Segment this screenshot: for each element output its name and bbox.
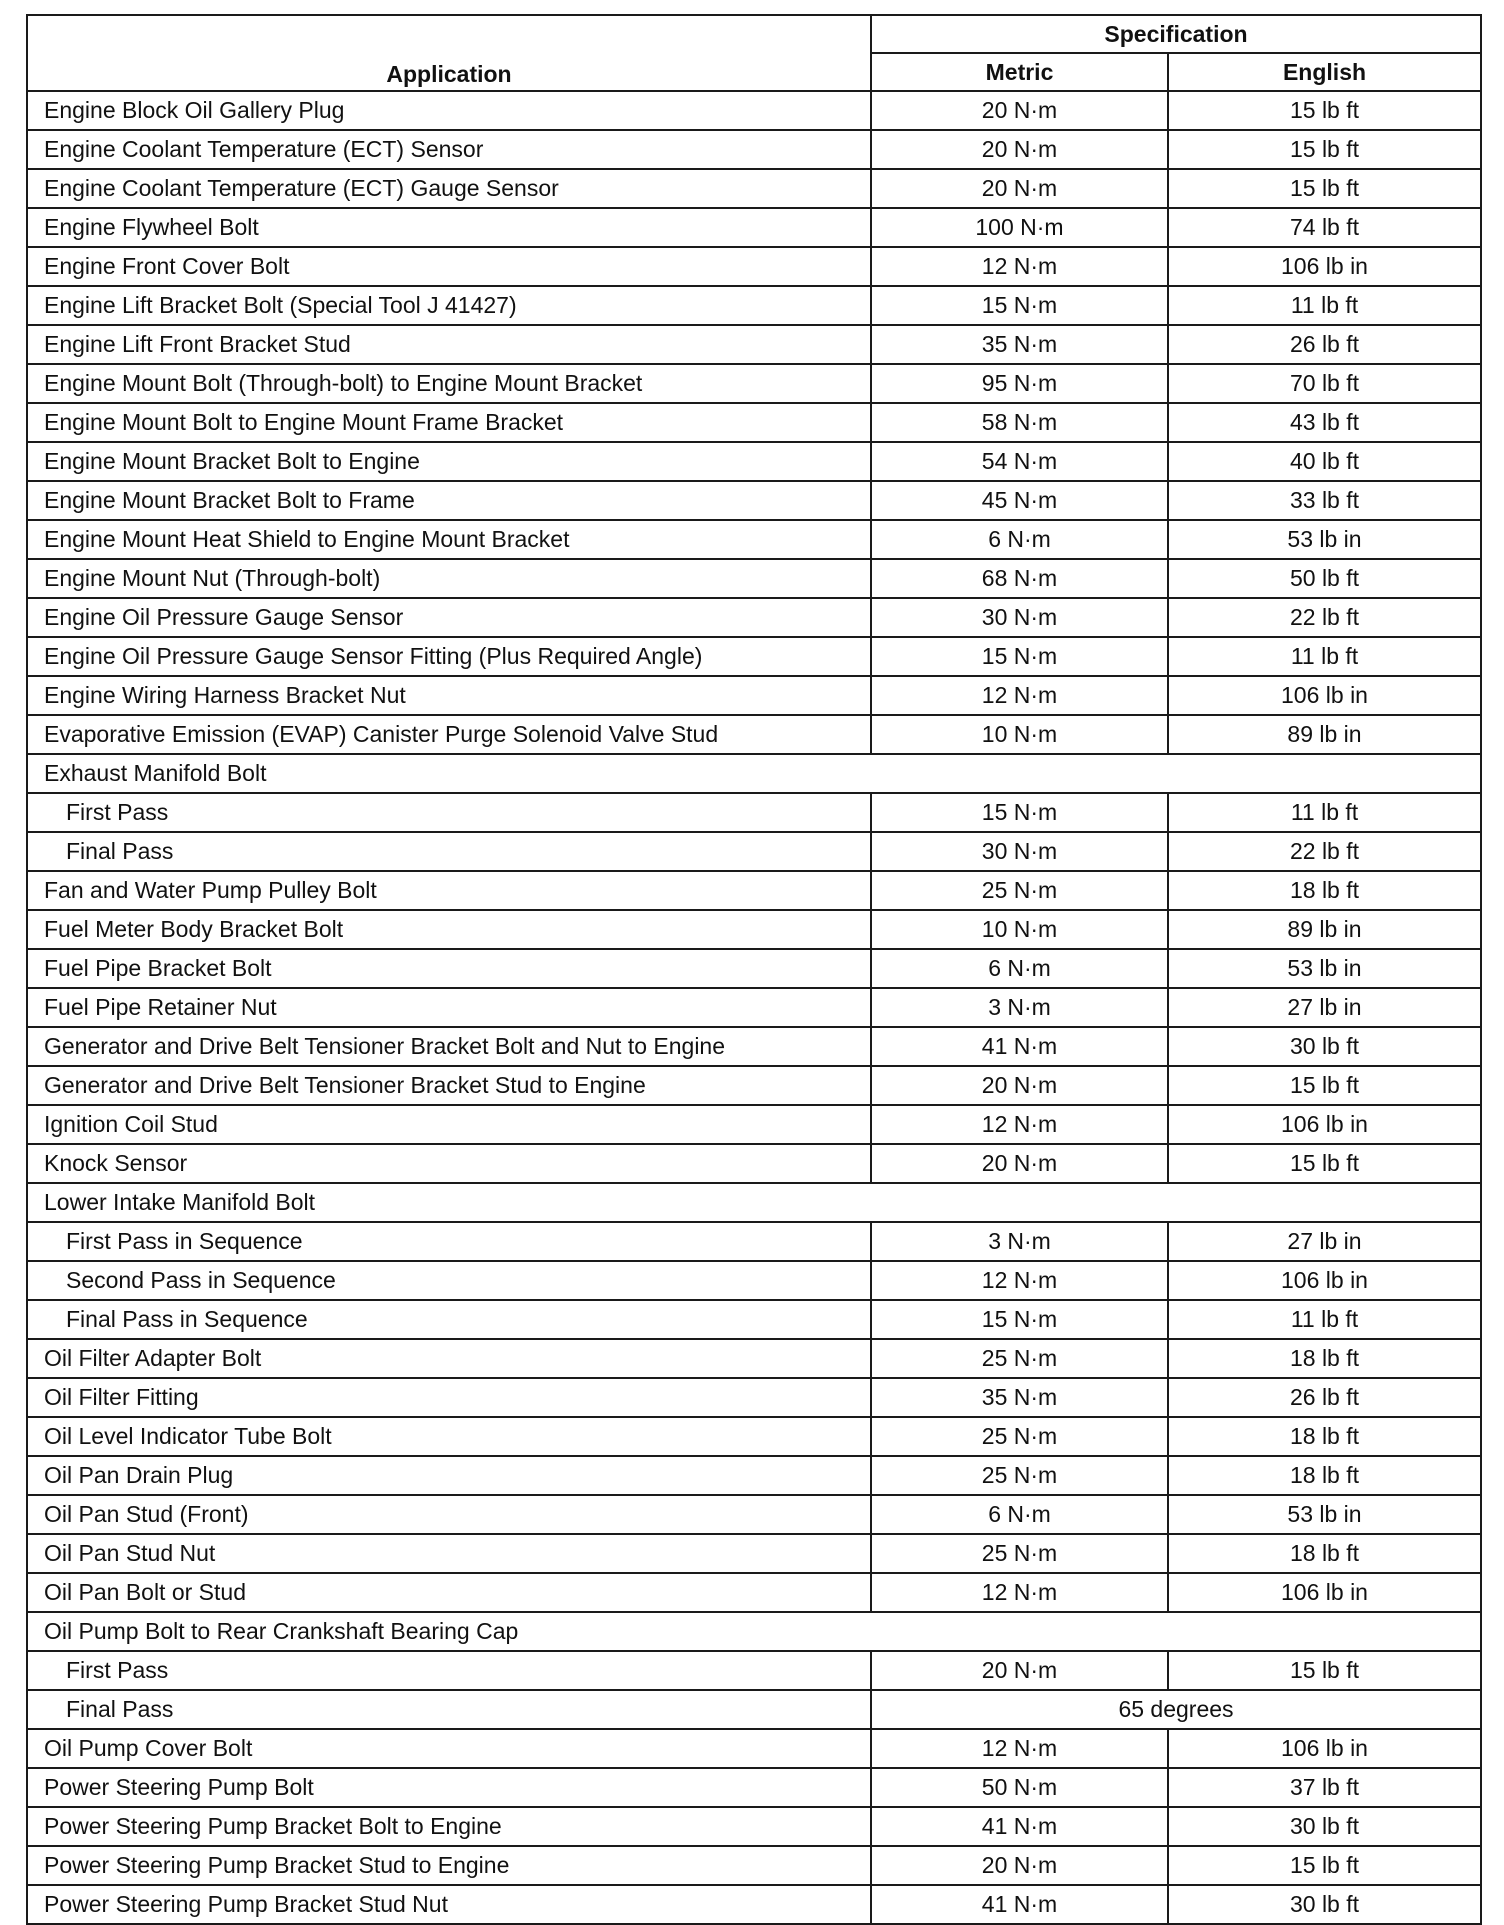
table-row — [27, 637, 1481, 676]
table-row — [27, 1573, 1481, 1612]
group-heading: Exhaust Manifold Bolt — [27, 754, 1481, 793]
english-value-cell: 11 lb ft — [1168, 1300, 1481, 1339]
metric-value-cell: 95 N·m — [871, 364, 1168, 403]
metric-value-cell: 41 N·m — [871, 1885, 1168, 1924]
table-row — [27, 208, 1481, 247]
application-cell: Generator and Drive Belt Tensioner Bracket Stud to Engine — [27, 1066, 871, 1105]
application-cell: Oil Pan Stud Nut — [27, 1534, 871, 1573]
metric-value-cell: 15 N·m — [871, 637, 1168, 676]
application-cell: Oil Pan Bolt or Stud — [27, 1573, 871, 1612]
application-cell: Generator and Drive Belt Tensioner Bracket Bolt and Nut to Engine — [27, 1027, 871, 1066]
table-row — [27, 1144, 1481, 1183]
table-row — [27, 130, 1481, 169]
table-row — [27, 1222, 1481, 1261]
table-row — [27, 1846, 1481, 1885]
application-cell: Oil Filter Adapter Bolt — [27, 1339, 871, 1378]
table-row — [27, 871, 1481, 910]
metric-value-cell: 15 N·m — [871, 1300, 1168, 1339]
english-value-cell: 89 lb in — [1168, 910, 1481, 949]
table-row — [27, 910, 1481, 949]
metric-value-cell: 15 N·m — [871, 286, 1168, 325]
table-group-row — [27, 1183, 1481, 1222]
english-value-cell: 30 lb ft — [1168, 1885, 1481, 1924]
metric-value-cell: 10 N·m — [871, 910, 1168, 949]
english-value-cell: 30 lb ft — [1168, 1027, 1481, 1066]
english-value-cell: 106 lb in — [1168, 1261, 1481, 1300]
metric-value-cell: 41 N·m — [871, 1807, 1168, 1846]
english-value-cell: 15 lb ft — [1168, 1144, 1481, 1183]
table-row — [27, 1066, 1481, 1105]
metric-value-cell: 45 N·m — [871, 481, 1168, 520]
application-cell: Engine Lift Bracket Bolt (Special Tool J 41427) — [27, 286, 871, 325]
english-value-cell: 26 lb ft — [1168, 1378, 1481, 1417]
english-value-cell: 18 lb ft — [1168, 1417, 1481, 1456]
application-cell: Engine Oil Pressure Gauge Sensor Fitting (Plus Required Angle) — [27, 637, 871, 676]
table-row — [27, 325, 1481, 364]
table-row — [27, 1105, 1481, 1144]
metric-value-cell: 68 N·m — [871, 559, 1168, 598]
application-cell: Engine Mount Bolt (Through-bolt) to Engine Mount Bracket — [27, 364, 871, 403]
torque-spec-table — [26, 14, 1482, 1925]
column-header-english: English — [1168, 53, 1481, 91]
header-row-top — [27, 15, 1481, 53]
table-row — [27, 286, 1481, 325]
metric-value-cell: 6 N·m — [871, 949, 1168, 988]
application-cell: Engine Mount Heat Shield to Engine Mount Bracket — [27, 520, 871, 559]
table-row — [27, 1651, 1481, 1690]
metric-value-cell: 20 N·m — [871, 1144, 1168, 1183]
application-cell: Oil Level Indicator Tube Bolt — [27, 1417, 871, 1456]
application-cell: Engine Lift Front Bracket Stud — [27, 325, 871, 364]
english-value-cell: 18 lb ft — [1168, 1456, 1481, 1495]
table-row — [27, 715, 1481, 754]
metric-value-cell: 3 N·m — [871, 1222, 1168, 1261]
english-value-cell: 53 lb in — [1168, 949, 1481, 988]
metric-value-cell: 35 N·m — [871, 1378, 1168, 1417]
english-value-cell: 33 lb ft — [1168, 481, 1481, 520]
table-row — [27, 520, 1481, 559]
metric-value-cell: 20 N·m — [871, 91, 1168, 130]
english-value-cell: 30 lb ft — [1168, 1807, 1481, 1846]
application-cell: Knock Sensor — [27, 1144, 871, 1183]
metric-value-cell: 20 N·m — [871, 169, 1168, 208]
application-cell: Power Steering Pump Bracket Stud Nut — [27, 1885, 871, 1924]
application-step-cell: First Pass — [27, 793, 871, 832]
metric-value-cell: 3 N·m — [871, 988, 1168, 1027]
table-row — [27, 1729, 1481, 1768]
table-group-row — [27, 754, 1481, 793]
metric-value-cell: 30 N·m — [871, 832, 1168, 871]
application-cell: Oil Pump Cover Bolt — [27, 1729, 871, 1768]
english-value-cell: 11 lb ft — [1168, 286, 1481, 325]
metric-value-cell: 12 N·m — [871, 1105, 1168, 1144]
english-value-cell: 15 lb ft — [1168, 130, 1481, 169]
column-header-specification: Specification — [871, 15, 1481, 53]
application-cell: Engine Mount Bracket Bolt to Frame — [27, 481, 871, 520]
application-cell: Fan and Water Pump Pulley Bolt — [27, 871, 871, 910]
metric-value-cell: 25 N·m — [871, 871, 1168, 910]
english-value-cell: 15 lb ft — [1168, 1066, 1481, 1105]
application-cell: Engine Coolant Temperature (ECT) Sensor — [27, 130, 871, 169]
table-row — [27, 949, 1481, 988]
english-value-cell: 18 lb ft — [1168, 1534, 1481, 1573]
english-value-cell: 50 lb ft — [1168, 559, 1481, 598]
table-row — [27, 91, 1481, 130]
table-row — [27, 1261, 1481, 1300]
table-row — [27, 559, 1481, 598]
table-row — [27, 169, 1481, 208]
metric-value-cell: 12 N·m — [871, 247, 1168, 286]
application-cell: Engine Wiring Harness Bracket Nut — [27, 676, 871, 715]
metric-value-cell: 20 N·m — [871, 130, 1168, 169]
english-value-cell: 18 lb ft — [1168, 871, 1481, 910]
application-step-cell: Final Pass in Sequence — [27, 1300, 871, 1339]
metric-value-cell: 100 N·m — [871, 208, 1168, 247]
metric-value-cell: 12 N·m — [871, 676, 1168, 715]
metric-value-cell: 58 N·m — [871, 403, 1168, 442]
table-row — [27, 1807, 1481, 1846]
metric-value-cell: 50 N·m — [871, 1768, 1168, 1807]
application-step-cell: First Pass — [27, 1651, 871, 1690]
application-step-cell: Second Pass in Sequence — [27, 1261, 871, 1300]
application-cell: Engine Mount Bracket Bolt to Engine — [27, 442, 871, 481]
table-row — [27, 793, 1481, 832]
english-value-cell: 70 lb ft — [1168, 364, 1481, 403]
application-cell: Oil Pan Stud (Front) — [27, 1495, 871, 1534]
application-cell: Power Steering Pump Bolt — [27, 1768, 871, 1807]
english-value-cell: 106 lb in — [1168, 1729, 1481, 1768]
english-value-cell: 53 lb in — [1168, 520, 1481, 559]
application-cell: Engine Coolant Temperature (ECT) Gauge Sensor — [27, 169, 871, 208]
english-value-cell: 40 lb ft — [1168, 442, 1481, 481]
group-heading: Oil Pump Bolt to Rear Crankshaft Bearing Cap — [27, 1612, 1481, 1651]
metric-value-cell: 54 N·m — [871, 442, 1168, 481]
metric-value-cell: 12 N·m — [871, 1573, 1168, 1612]
metric-value-cell: 6 N·m — [871, 1495, 1168, 1534]
metric-value-cell: 25 N·m — [871, 1534, 1168, 1573]
table-row — [27, 442, 1481, 481]
application-step-cell: Final Pass — [27, 832, 871, 871]
angle-spec-cell: 65 degrees — [871, 1690, 1481, 1729]
english-value-cell: 43 lb ft — [1168, 403, 1481, 442]
table-row — [27, 676, 1481, 715]
table-row — [27, 1027, 1481, 1066]
application-cell: Engine Oil Pressure Gauge Sensor — [27, 598, 871, 637]
application-step-cell: First Pass in Sequence — [27, 1222, 871, 1261]
metric-value-cell: 25 N·m — [871, 1456, 1168, 1495]
table-row — [27, 1456, 1481, 1495]
english-value-cell: 22 lb ft — [1168, 598, 1481, 637]
metric-value-cell: 20 N·m — [871, 1066, 1168, 1105]
english-value-cell: 106 lb in — [1168, 676, 1481, 715]
table-row — [27, 1495, 1481, 1534]
application-cell: Fuel Meter Body Bracket Bolt — [27, 910, 871, 949]
english-value-cell: 15 lb ft — [1168, 1846, 1481, 1885]
application-cell: Power Steering Pump Bracket Stud to Engine — [27, 1846, 871, 1885]
group-heading: Lower Intake Manifold Bolt — [27, 1183, 1481, 1222]
table-row — [27, 598, 1481, 637]
metric-value-cell: 25 N·m — [871, 1339, 1168, 1378]
application-cell: Ignition Coil Stud — [27, 1105, 871, 1144]
table-row — [27, 1690, 1481, 1729]
table-row — [27, 1417, 1481, 1456]
english-value-cell: 106 lb in — [1168, 247, 1481, 286]
application-cell: Engine Block Oil Gallery Plug — [27, 91, 871, 130]
application-cell: Engine Mount Bolt to Engine Mount Frame Bracket — [27, 403, 871, 442]
application-cell: Engine Flywheel Bolt — [27, 208, 871, 247]
table-row — [27, 1339, 1481, 1378]
table-row — [27, 1300, 1481, 1339]
metric-value-cell: 12 N·m — [871, 1261, 1168, 1300]
column-header-metric: Metric — [871, 53, 1168, 91]
table-body — [27, 91, 1481, 1924]
table-row — [27, 403, 1481, 442]
english-value-cell: 27 lb in — [1168, 1222, 1481, 1261]
metric-value-cell: 15 N·m — [871, 793, 1168, 832]
english-value-cell: 74 lb ft — [1168, 208, 1481, 247]
english-value-cell: 15 lb ft — [1168, 91, 1481, 130]
table-row — [27, 247, 1481, 286]
metric-value-cell: 20 N·m — [871, 1846, 1168, 1885]
metric-value-cell: 10 N·m — [871, 715, 1168, 754]
metric-value-cell: 6 N·m — [871, 520, 1168, 559]
english-value-cell: 37 lb ft — [1168, 1768, 1481, 1807]
english-value-cell: 106 lb in — [1168, 1573, 1481, 1612]
table-group-row — [27, 1612, 1481, 1651]
table-row — [27, 481, 1481, 520]
application-cell: Fuel Pipe Bracket Bolt — [27, 949, 871, 988]
english-value-cell: 11 lb ft — [1168, 793, 1481, 832]
english-value-cell: 11 lb ft — [1168, 637, 1481, 676]
metric-value-cell: 12 N·m — [871, 1729, 1168, 1768]
english-value-cell: 15 lb ft — [1168, 1651, 1481, 1690]
english-value-cell: 106 lb in — [1168, 1105, 1481, 1144]
english-value-cell: 22 lb ft — [1168, 832, 1481, 871]
application-cell: Oil Filter Fitting — [27, 1378, 871, 1417]
table-row — [27, 832, 1481, 871]
application-cell: Power Steering Pump Bracket Bolt to Engine — [27, 1807, 871, 1846]
english-value-cell: 15 lb ft — [1168, 169, 1481, 208]
application-cell: Evaporative Emission (EVAP) Canister Purge Solenoid Valve Stud — [27, 715, 871, 754]
application-step-cell: Final Pass — [27, 1690, 871, 1729]
english-value-cell: 53 lb in — [1168, 1495, 1481, 1534]
application-cell: Engine Mount Nut (Through-bolt) — [27, 559, 871, 598]
table-row — [27, 988, 1481, 1027]
table-row — [27, 364, 1481, 403]
english-value-cell: 26 lb ft — [1168, 325, 1481, 364]
table-row — [27, 1768, 1481, 1807]
metric-value-cell: 30 N·m — [871, 598, 1168, 637]
english-value-cell: 27 lb in — [1168, 988, 1481, 1027]
metric-value-cell: 25 N·m — [871, 1417, 1168, 1456]
table-header — [27, 15, 1481, 91]
english-value-cell: 89 lb in — [1168, 715, 1481, 754]
application-cell: Oil Pan Drain Plug — [27, 1456, 871, 1495]
table-row — [27, 1534, 1481, 1573]
table-row — [27, 1378, 1481, 1417]
application-cell: Engine Front Cover Bolt — [27, 247, 871, 286]
column-header-application: Application — [27, 15, 871, 91]
english-value-cell: 18 lb ft — [1168, 1339, 1481, 1378]
metric-value-cell: 35 N·m — [871, 325, 1168, 364]
table-row — [27, 1885, 1481, 1924]
application-cell: Fuel Pipe Retainer Nut — [27, 988, 871, 1027]
metric-value-cell: 41 N·m — [871, 1027, 1168, 1066]
metric-value-cell: 20 N·m — [871, 1651, 1168, 1690]
